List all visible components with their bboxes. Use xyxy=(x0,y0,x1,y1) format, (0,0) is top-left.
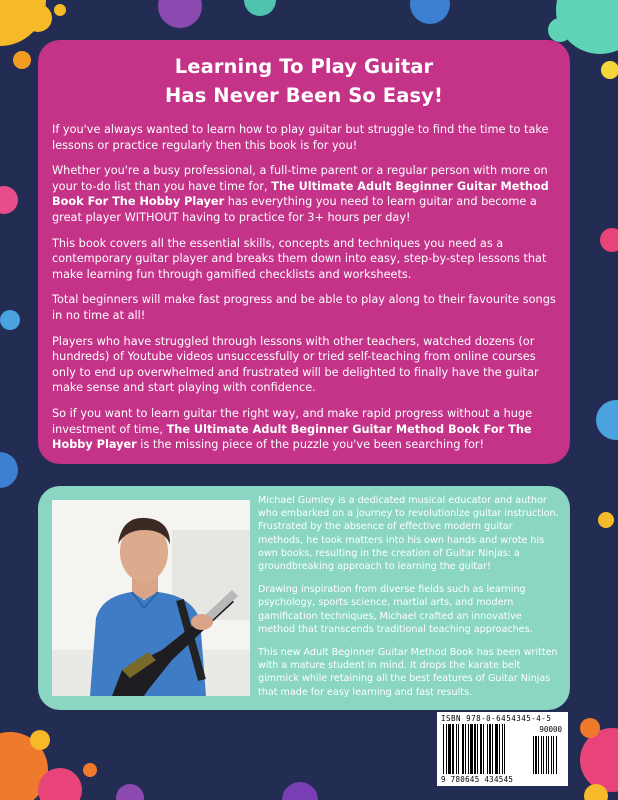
bio-paragraph-2: Drawing inspiration from diverse fields such as learning psychology, sports science, martial arts, and modern gamification techniques, Michael crafted an innovative method that transcends traditional teaching approaches. xyxy=(258,584,533,635)
description-panel xyxy=(38,40,570,464)
bio-paragraph-3: This new Adult Beginner Guitar Method Book has been written with a mature student in mind. It drops the karate belt gimmick while retaining all the best features of Guitar Ninjas that made for easy learning and fast results. xyxy=(258,647,558,698)
paragraph-beginners: Total beginners will make fast progress and be able to play along to their favourite songs in no time at all! xyxy=(52,293,556,322)
isbn-label: ISBN 978-0-6454345-4-5 xyxy=(441,714,552,723)
isbn-barcode xyxy=(437,712,568,786)
author-bio xyxy=(258,494,560,709)
paragraph-struggled: Players who have struggled through lessons with other teachers, watched dozens (or hundreds) of Youtube videos unsuccessfully or tried self-teaching from online courses only to end up overwhelmed and frustrated will be delighted to finally have the guitar make sense and start playing with confidence. xyxy=(52,334,539,395)
paragraph-closing-text: So if you want to learn guitar the right way, and make rapid progress without a huge investment of time, xyxy=(52,406,533,436)
price-code: 90000 xyxy=(539,725,562,734)
headline-line-1: Learning To Play Guitar xyxy=(174,55,434,78)
author-panel xyxy=(38,486,570,710)
headline xyxy=(52,52,556,110)
headline-line-2: Has Never Been So Easy! xyxy=(165,84,443,107)
paragraph-closing-text-end: is the missing piece of the puzzle you've been searching for! xyxy=(136,438,485,452)
barcode-number: 9 780645 434545 xyxy=(441,775,514,784)
author-illustration xyxy=(52,500,250,696)
paragraph-busy-text-end: has everything you need to learn guitar and become a great player WITHOUT having to practice for 3+ hours per day! xyxy=(52,195,537,224)
paragraph-busy-text: Whether you're a busy professional, a full-time parent or a regular person with more on your to-do list than you have time for, xyxy=(52,164,548,193)
paragraph-skills: This book covers all the essential skills, concepts and techniques you need as a contemporary guitar player and breaks them down into easy, step-by-step lessons that make learning fun through gamified checklists and worksheets. xyxy=(52,236,547,281)
bio-paragraph-1: Michael Gumley is a dedicated musical educator and author who embarked on a journey to revolutionize guitar instruction. Frustrated by the absence of effective modern guitar methods, he took matters into his own hands and wrote his own books, resulting in the creation of Guitar Ninjas: a groundbreaking approach to learning the guitar! xyxy=(258,495,559,573)
paragraph-intro: If you've always wanted to learn how to play guitar but struggle to find the time to take lessons or practice regularly then this book is for you! xyxy=(52,123,549,152)
paragraph-busy xyxy=(52,163,556,225)
paragraph-closing xyxy=(52,406,556,453)
book-title-bold: The Ultimate Adult Beginner Guitar Method Book For The Hobby Player xyxy=(52,179,549,209)
author-photo xyxy=(52,500,250,696)
book-title-bold-2: The Ultimate Adult Beginner Guitar Method Book For The Hobby Player xyxy=(52,422,532,452)
